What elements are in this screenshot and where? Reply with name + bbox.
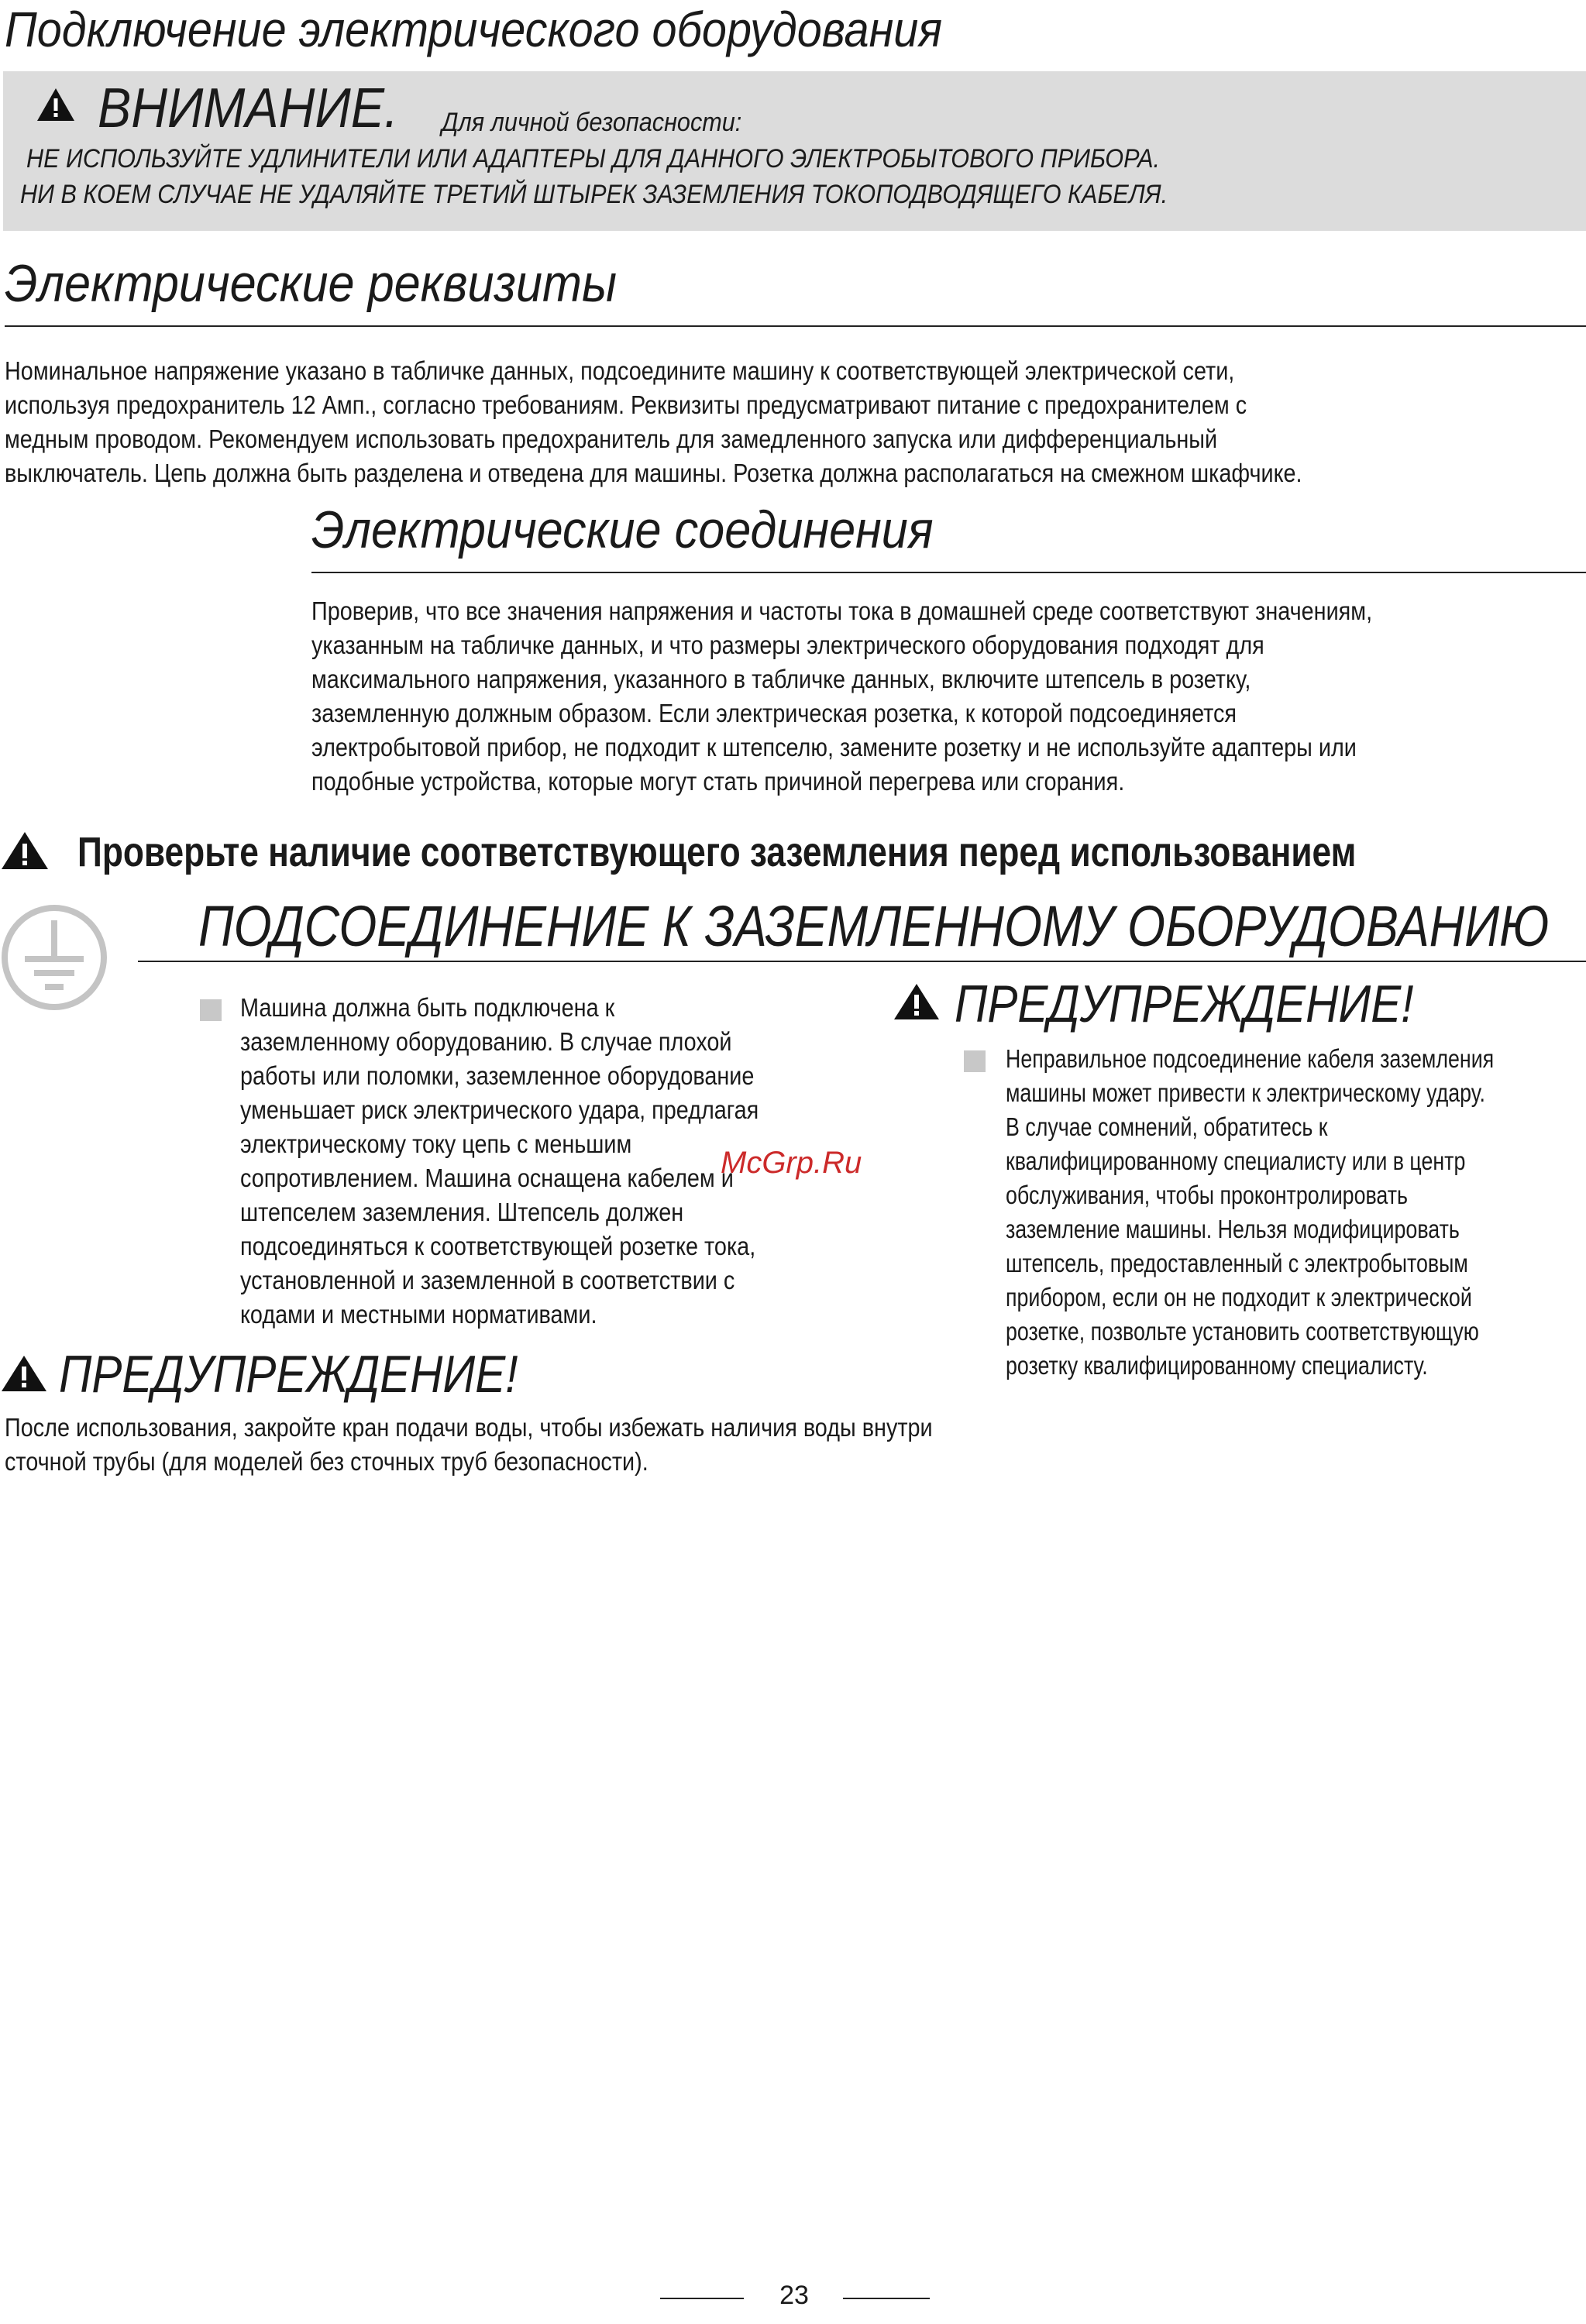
text-line: прибором, если он не подходит к электрической (1006, 1284, 1472, 1312)
text-line: Машина должна быть подключена к (240, 994, 615, 1023)
warning-icon (0, 830, 50, 871)
text-line: указанным на табличке данных, и что размеры электрического оборудования подходят для (311, 631, 1264, 660)
grounded-text (240, 992, 759, 1332)
footer-rule (843, 2298, 930, 2299)
text-line: работы или поломки, заземленное оборудование (240, 1062, 755, 1091)
warning-right-text (1006, 1043, 1494, 1384)
text-line: сопротивлением. Машина оснащена кабелем и (240, 1164, 734, 1193)
text-line: электрическому току цепь с меньшим (240, 1130, 632, 1159)
section-divider (5, 325, 1586, 327)
bullet-square (964, 1050, 986, 1072)
requirements-text (5, 355, 1302, 491)
text-line: розетке, позвольте установить соответствующую (1006, 1318, 1479, 1346)
text-line: машины может привести к электрическому удару. (1006, 1079, 1485, 1108)
watermark: McGrp.Ru (721, 1146, 862, 1180)
attention-heading: ВНИМАНИЕ. (98, 77, 398, 139)
text-line: заземленную должным образом. Если электрическая розетка, к которой подсоединяется (311, 700, 1237, 728)
text-line: Неправильное подсоединение кабеля заземления (1006, 1045, 1495, 1074)
text-line: подсоединяться к соответствующей розетке тока, (240, 1232, 756, 1261)
text-line: штепсель, предоставленный с электробытовым (1006, 1250, 1468, 1278)
text-line: выключатель. Цепь должна быть разделена и отведена для машины. Розетка должна располагаться на смежном шкафчике. (5, 459, 1302, 488)
page-title: Подключение электрического оборудования (5, 2, 943, 57)
warning-bottom-heading: ПРЕДУПРЕЖДЕНИЕ! (59, 1345, 518, 1404)
connections-heading: Электрические соединения (311, 500, 934, 559)
warning-icon (0, 1354, 48, 1393)
text-line: заземленному оборудованию. В случае плохой (240, 1028, 732, 1057)
attention-subheading: Для личной безопасности: (442, 108, 742, 137)
text-line: уменьшает риск электрического удара, предлагая (240, 1096, 759, 1125)
section-divider (138, 961, 1586, 962)
text-line: После использования, закройте кран подачи воды, чтобы избежать наличия воды внутри (5, 1414, 933, 1442)
warning-bottom-text (5, 1411, 933, 1480)
text-line: установленной и заземленной в соответствии с (240, 1267, 735, 1295)
text-line: подобные устройства, которые могут стать причиной перегрева или сгорания. (311, 768, 1125, 796)
text-line: розетку квалифицированному специалисту. (1006, 1352, 1428, 1380)
ground-symbol-icon (0, 903, 108, 1012)
connections-text (311, 595, 1372, 799)
text-line: квалифицированному специалисту или в центр (1006, 1147, 1466, 1176)
text-line: Номинальное напряжение указано в табличке данных, подсоедините машину к соответствующей электрической сети, (5, 357, 1235, 386)
text-line: кодами и местными нормативами. (240, 1301, 597, 1329)
text-line: обслуживания, чтобы проконтролировать (1006, 1181, 1408, 1210)
footer-rule (660, 2298, 744, 2299)
text-line: заземление машины. Нельзя модифицировать (1006, 1215, 1460, 1244)
page-number: 23 (779, 2281, 809, 2310)
text-line: используя предохранитель 12 Амп., согласно требованиям. Реквизиты предусматривают питание с предохранителем с (5, 391, 1247, 420)
text-line: сточной трубы (для моделей без сточных труб безопасности). (5, 1448, 649, 1477)
attention-box (3, 71, 1586, 231)
requirements-heading: Электрические реквизиты (5, 254, 618, 313)
warning-right-heading: ПРЕДУПРЕЖДЕНИЕ! (955, 975, 1414, 1033)
text-line: максимального напряжения, указанного в табличке данных, включите штепсель в розетку, (311, 665, 1251, 694)
text-line: В случае сомнений, обратитесь к (1006, 1113, 1328, 1142)
section-divider (311, 572, 1586, 573)
attention-line: НЕ ИСПОЛЬЗУЙТЕ УДЛИНИТЕЛИ ИЛИ АДАПТЕРЫ ДЛЯ ДАННОГО ЭЛЕКТРОБЫТОВОГО ПРИБОРА. (26, 144, 1161, 174)
text-line: электробытовой прибор, не подходит к штепселю, замените розетку и не используйте адаптеры или (311, 734, 1357, 762)
ground-check-heading: Проверьте наличие соответствующего заземления перед использованием (77, 829, 1357, 875)
warning-icon (36, 87, 76, 122)
text-line: Проверив, что все значения напряжения и частоты тока в домашней среде соответствуют значениям, (311, 597, 1373, 626)
text-line: штепселем заземления. Штепсель должен (240, 1198, 684, 1227)
text-line: медным проводом. Рекомендуем использовать предохранитель для замедленного запуска или дифференциальный (5, 425, 1218, 454)
attention-line: НИ В КОЕМ СЛУЧАЕ НЕ УДАЛЯЙТЕ ТРЕТИЙ ШТЫРЕК ЗАЗЕМЛЕНИЯ ТОКОПОДВОДЯЩЕГО КАБЕЛЯ. (20, 180, 1168, 209)
bullet-square (200, 999, 222, 1021)
grounded-heading: ПОДСОЕДИНЕНИЕ К ЗАЗЕМЛЕННОМУ ОБОРУДОВАНИЮ (198, 894, 1550, 958)
warning-icon (893, 982, 941, 1021)
